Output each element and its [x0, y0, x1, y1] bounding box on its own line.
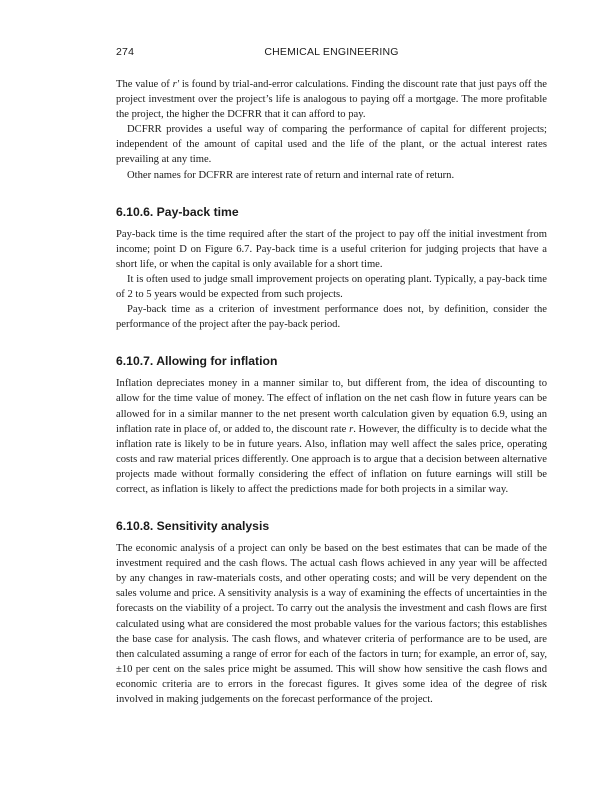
- intro-paragraph-1: The value of r′ is found by trial-and-error calculations. Finding the discount rate that just pays off the project investment over the project’s life is analogous to paying off a mortgage. The more profitable the project, the higher the DCFRR that it can afford to pay.: [116, 79, 547, 121]
- sensitivity-paragraph-1: The economic analysis of a project can only be based on the best estimates that can be made of the investment required and the cash flows. The actual cash flows achieved in any year will be affected by any changes in raw-materials costs, and other operating costs; and will be very dependent on the sales volume and price. A sensitivity analysis is a way of examining the effects of uncertainties in the forecasts on the viability of a project. To carry out the analysis the investment and cash flows are first calculated using what are considered the most probable values for the various factors; this establishes the base case for analysis. The cash flows, and whatever criteria of performance are to be used, are then calculated assuming a range of error for each of the factors in turn; for example, an error of, say, ±10 per cent on the sales price might be assumed. This will show how sensitive the cash flows and economic criteria are to errors in the forecast figures. It gives some idea of the degree of risk involved in making judgements on the forecast performance of the project.: [116, 543, 547, 705]
- section-sensitivity-analysis: [116, 519, 547, 707]
- section-heading: 6.10.7. Allowing for inflation: [116, 354, 278, 369]
- section-payback-time: [116, 205, 547, 333]
- section-allowing-for-inflation: [116, 354, 547, 497]
- book-page: [116, 46, 547, 707]
- payback-paragraph-2: It is often used to judge small improvement projects on operating plant. Typically, a pay-back time of 2 to 5 years would be expected from such projects.: [116, 273, 547, 301]
- payback-paragraph-3: Pay-back time as a criterion of investment performance does not, by definition, consider the performance of the project after the pay-back period.: [116, 304, 547, 331]
- section-heading: 6.10.8. Sensitivity analysis: [116, 519, 270, 534]
- intro-paragraph-2: DCFRR provides a useful way of comparing the performance of capital for different projects; independent of the amount of capital used and the life of the plant, or the actual interest rates prevailing at any time.: [116, 124, 547, 166]
- variable-r-prime: r′: [172, 79, 180, 90]
- section-heading: 6.10.6. Pay-back time: [116, 204, 239, 219]
- payback-paragraph-1: Pay-back time is the time required after the start of the project to pay off the initial investment from income; point D on Figure 6.7. Pay-back time is a useful criterion for judging projects that have a short life, or when the capital is only available for a short time.: [116, 228, 547, 270]
- page-number: 274: [116, 46, 135, 58]
- inflation-paragraph-1: Inflation depreciates money in a manner similar to, but different from, the idea of discounting to allow for the time value of money. The effect of inflation on the net cash flow in future years can be allowed for in a similar manner to the net present worth calculation given by equation 6.9, using an inflation rate in place of, or added to, the discount rate r. However, the difficulty is to decide what the inflation rate is likely to be in future years. Also, inflation may well affect the sales price, operating costs and raw material prices differently. One approach is to argue that a decision between alternative projects made without formally considering the effect of inflation on future earnings will still be correct, as inflation is likely to affect the predictions made for both projects in a similar way.: [116, 378, 547, 495]
- intro-block: [116, 77, 547, 183]
- running-title: CHEMICAL ENGINEERING: [264, 46, 399, 58]
- intro-paragraph-3: Other names for DCFRR are interest rate of return and internal rate of return.: [127, 169, 455, 181]
- variable-r: r: [349, 423, 354, 435]
- running-header: [116, 46, 547, 62]
